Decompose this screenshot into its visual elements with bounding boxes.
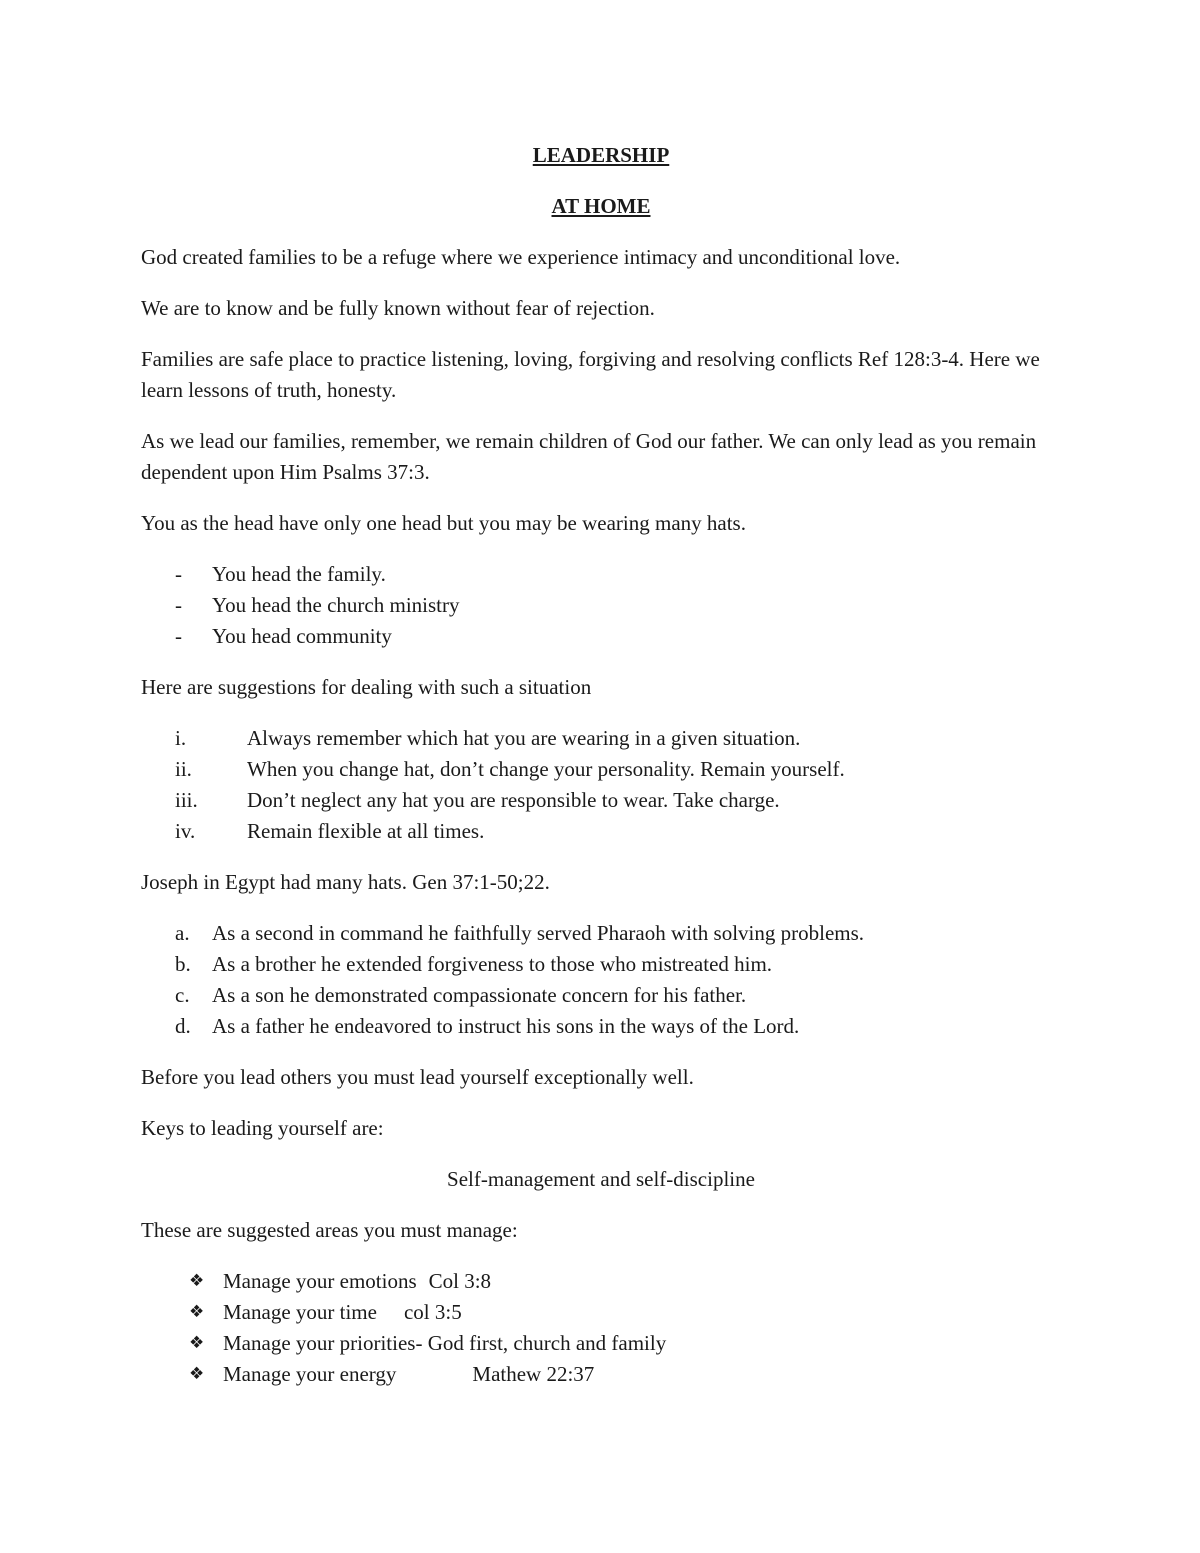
list-item-text: Manage your priorities- God first, church and family [223,1331,667,1355]
list-item [141,785,1061,816]
suggestions-list [141,723,1061,847]
joseph-list [141,918,1061,1042]
diamond-bullet-icon: ❖ [189,1333,205,1353]
list-item-text: As a second in command he faithfully served Pharaoh with solving problems. [212,921,865,945]
list-item [141,1266,1061,1297]
paragraph-suggestions-intro: Here are suggestions for dealing with such a situation [141,675,592,699]
list-item [141,621,1061,652]
list-item-text: Manage your time [223,1300,377,1324]
paragraph-safe-place: Families are safe place to practice listening, loving, forgiving and resolving conflicts Ref 128:3-4. Here we learn lessons of truth, honesty. [141,347,1040,402]
diamond-bullet-icon: ❖ [189,1302,205,1322]
alpha-marker: b. [175,952,191,976]
alpha-marker: c. [175,983,190,1007]
list-item-text: You head community [212,624,392,648]
list-item [141,754,1061,785]
alpha-marker: a. [175,921,190,945]
list-item [141,918,1061,949]
manage-list [141,1266,1061,1390]
paragraph-families-refuge: God created families to be a refuge where we experience intimacy and unconditional love. [141,245,901,269]
diamond-bullet-icon: ❖ [189,1364,205,1384]
dash-marker: - [175,562,182,586]
dash-marker: - [175,624,182,648]
roman-marker: i. [175,726,187,750]
paragraph-self-management: Self-management and self-discipline [447,1167,755,1191]
paragraph-keys: Keys to leading yourself are: [141,1116,384,1140]
list-item-text: When you change hat, don’t change your personality. Remain yourself. [247,757,845,781]
paragraph-lead-yourself: Before you lead others you must lead yourself exceptionally well. [141,1065,694,1089]
paragraph-many-hats: You as the head have only one head but you may be wearing many hats. [141,511,746,535]
list-item [141,949,1061,980]
document-subtitle: AT HOME [551,194,651,218]
list-item [141,1359,1061,1390]
list-item-text: Always remember which hat you are wearing in a given situation. [247,726,801,750]
paragraph-joseph: Joseph in Egypt had many hats. Gen 37:1-50;22. [141,870,550,894]
paragraph-areas-manage: These are suggested areas you must manage: [141,1218,518,1242]
roman-marker: ii. [175,757,192,781]
list-item [141,980,1061,1011]
paragraph-fully-known: We are to know and be fully known without fear of rejection. [141,296,655,320]
roman-marker: iv. [175,819,196,843]
list-item-ref: Mathew 22:37 [472,1362,595,1386]
list-item [141,559,1061,590]
list-item-ref: Col 3:8 [428,1269,492,1293]
list-item-text: As a son he demonstrated compassionate concern for his father. [212,983,747,1007]
list-item [141,1328,1061,1359]
hats-list [141,559,1061,652]
paragraph-lead-families: As we lead our families, remember, we remain children of God our father. We can only lead as you remain dependent upon Him Psalms 37:3. [141,429,1037,484]
document-body [141,140,1061,1410]
alpha-marker: d. [175,1014,191,1038]
list-item-text: Remain flexible at all times. [247,819,485,843]
list-item [141,723,1061,754]
list-item-text: You head the family. [212,562,386,586]
list-item-ref: col 3:5 [403,1300,462,1324]
list-item-text: You head the church ministry [212,593,460,617]
roman-marker: iii. [175,788,198,812]
list-item [141,816,1061,847]
document-title: LEADERSHIP [532,143,670,167]
dash-marker: - [175,593,182,617]
list-item-text: As a father he endeavored to instruct his sons in the ways of the Lord. [212,1014,800,1038]
list-item-text: Manage your energy [223,1362,397,1386]
list-item [141,590,1061,621]
list-item-text: As a brother he extended forgiveness to those who mistreated him. [212,952,773,976]
list-item-text: Manage your emotions [223,1269,417,1293]
list-item [141,1297,1061,1328]
diamond-bullet-icon: ❖ [189,1271,205,1291]
list-item-text: Don’t neglect any hat you are responsible to wear. Take charge. [247,788,780,812]
list-item [141,1011,1061,1042]
